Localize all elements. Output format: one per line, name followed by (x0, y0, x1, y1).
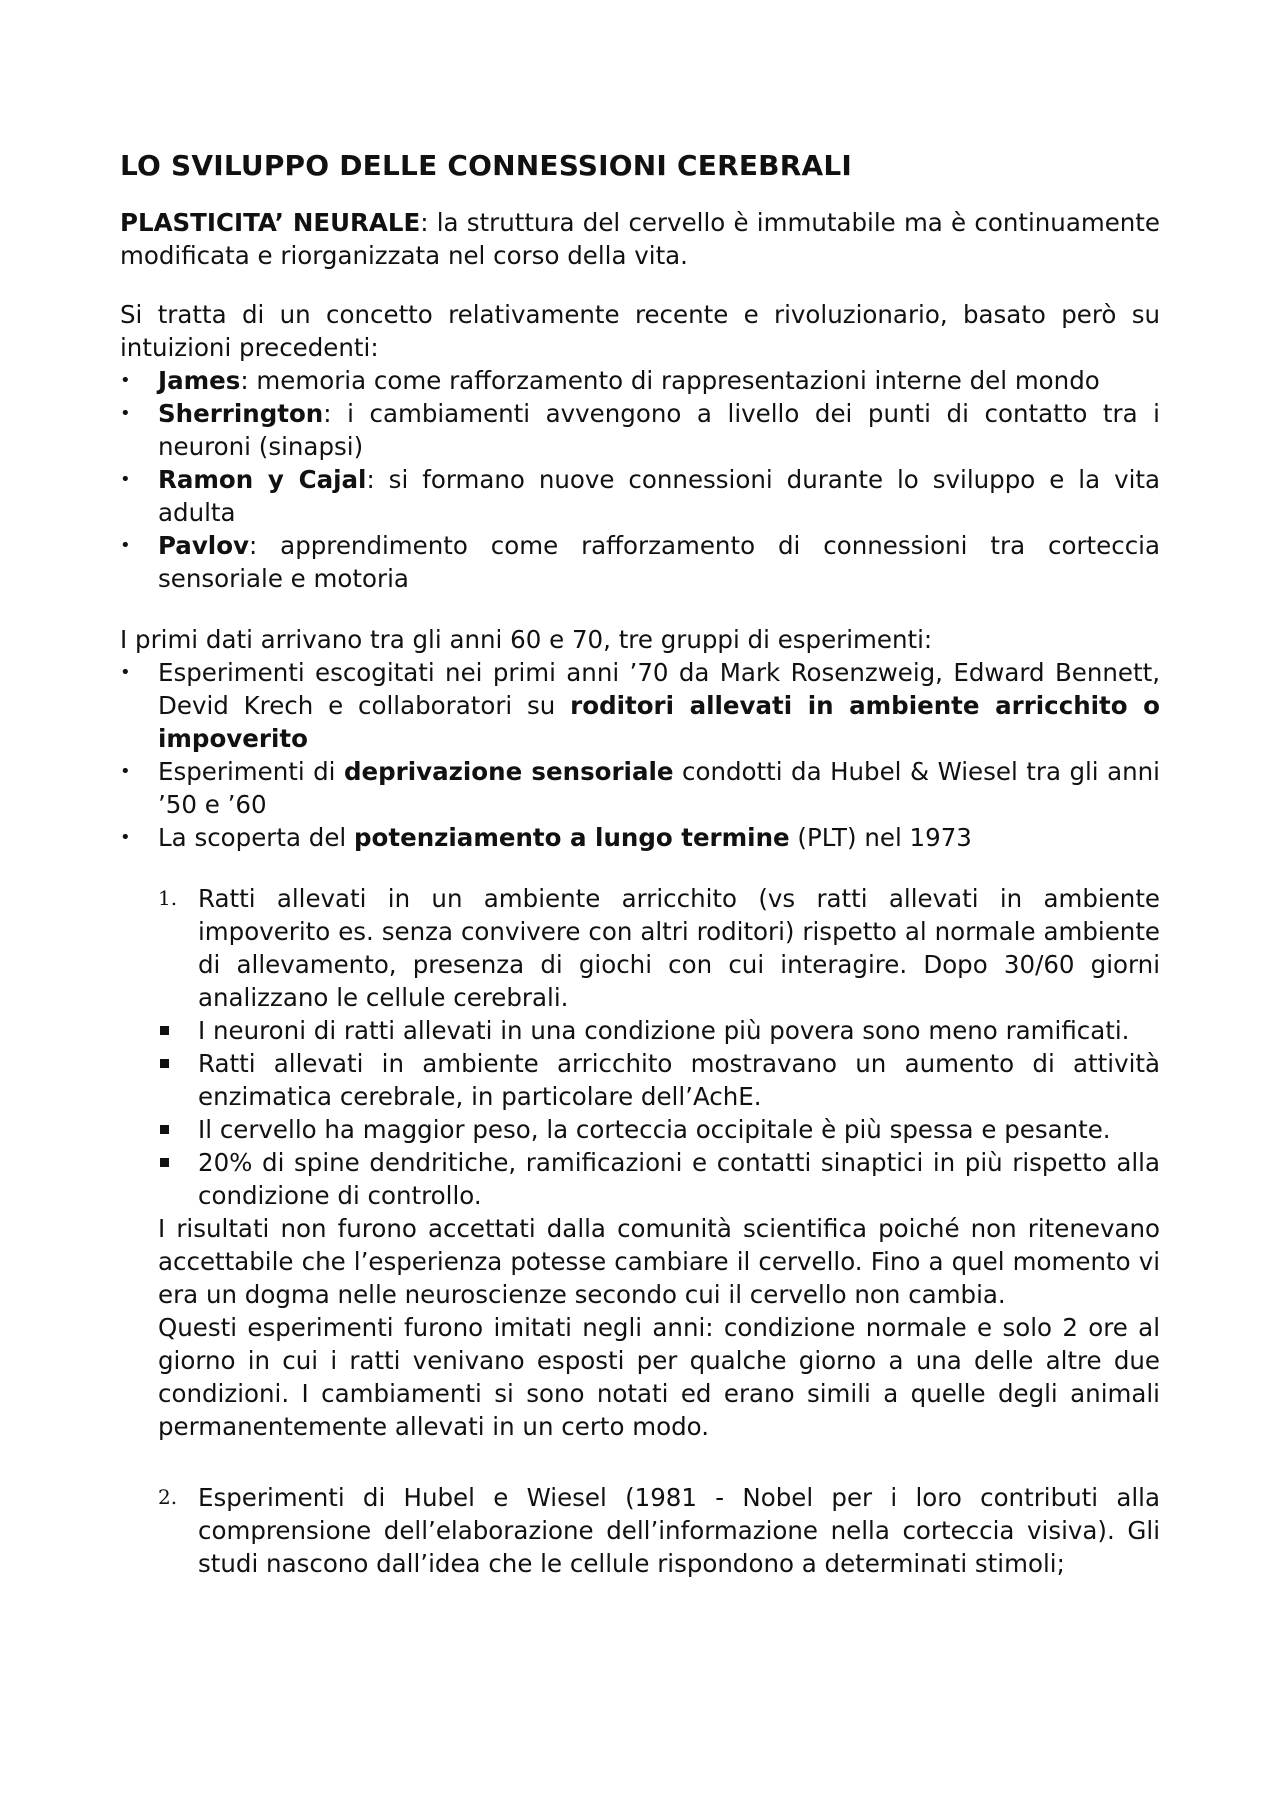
bullet-icon: • (120, 761, 131, 782)
bullet-icon: • (120, 370, 131, 391)
finding-text: 20% di spine dendritiche, ramificazioni e contatti sinaptici in più rispetto alla condizione di controllo. (198, 1148, 1160, 1210)
square-bullet-icon (160, 1158, 169, 1167)
document-page (120, 148, 1160, 1580)
experiment-highlight: roditori allevati in ambiente arricchito o impoverito (158, 691, 1160, 753)
square-bullet-icon (160, 1125, 169, 1134)
list-item (120, 1047, 1160, 1113)
list-item (120, 1146, 1160, 1212)
list-item (120, 463, 1160, 529)
item-text: Ratti allevati in un ambiente arricchito (vs ratti allevati in ambiente impoverito es. senza convivere con altri roditori) rispetto al normale ambiente di allevamento, presenza di giochi con cui interagire. Dopo 30/60 giorni analizzano le cellule cerebrali. (198, 884, 1160, 1012)
square-bullet-icon (160, 1059, 169, 1068)
first-data-paragraph: I primi dati arrivano tra gli anni 60 e 70, tre gruppi di esperimenti: (120, 625, 933, 654)
experiment-text: (PLT) nel 1973 (789, 823, 972, 852)
plasticity-text: : la struttura del cervello è immutabile ma è continuamente modificata e riorganizzata nel corso della vita. (120, 208, 1160, 270)
experiment-text: condotti da Hubel & Wiesel tra gli anni ’50 e ’60 (158, 757, 1160, 819)
list-item (120, 397, 1160, 463)
intuition-text: : si formano nuove connessioni durante lo sviluppo e la vita adulta (158, 465, 1160, 527)
finding-text: I neuroni di ratti allevati in una condizione più povera sono meno ramificati. (198, 1016, 1130, 1045)
intuition-name: Ramon y Cajal (158, 465, 367, 494)
item-number: 1. (158, 886, 178, 910)
bullet-icon: • (120, 535, 131, 556)
experiments-list (120, 656, 1160, 854)
list-item (120, 529, 1160, 595)
numbered-item-1 (120, 882, 1160, 1014)
intuition-name: Pavlov (158, 531, 250, 560)
plasticity-definition (120, 206, 1160, 272)
experiment-highlight: deprivazione sensoriale (343, 757, 674, 786)
intro-paragraph: Si tratta di un concetto relativamente recente e rivoluzionario, basato però su intuizioni precedenti: (120, 300, 1160, 362)
list-item (120, 1014, 1160, 1047)
experiment-text: Esperimenti di (158, 757, 344, 786)
bullet-icon: • (120, 827, 131, 848)
list-item (120, 1113, 1160, 1146)
findings-list (120, 1014, 1160, 1212)
plasticity-term: PLASTICITA’ NEURALE (120, 208, 421, 237)
bullet-icon: • (120, 469, 131, 490)
list-item (120, 364, 1160, 397)
bullet-icon: • (120, 662, 131, 683)
numbered-item-2 (120, 1481, 1160, 1580)
replication-paragraph: Questi esperimenti furono imitati negli anni: condizione normale e solo 2 ore al giorno in cui i ratti venivano esposti per qualche giorno a una delle altre due condizioni. I cambiamenti si sono notati ed erano simili a quelle degli animali permanentemente allevati in un certo modo. (158, 1313, 1160, 1441)
intuition-text: : i cambiamenti avvengono a livello dei punti di contatto tra i neuroni (sinapsi) (158, 399, 1160, 461)
experiment-text: La scoperta del (158, 823, 354, 852)
item-number: 2. (158, 1485, 178, 1509)
finding-text: Ratti allevati in ambiente arricchito mostravano un aumento di attività enzimatica cerebrale, in particolare dell’AchE. (198, 1049, 1160, 1111)
list-item (120, 755, 1160, 821)
experiment-text: Esperimenti escogitati nei primi anni ’70 da Mark Rosenzweig, Edward Bennett, Devid Krech e collaboratori su (158, 658, 1160, 720)
page-title: LO SVILUPPO DELLE CONNESSIONI CEREBRALI (120, 149, 852, 182)
intuitions-list (120, 364, 1160, 595)
intuition-name: James (158, 366, 241, 395)
finding-text: Il cervello ha maggior peso, la corteccia occipitale è più spessa e pesante. (198, 1115, 1111, 1144)
intuition-text: : apprendimento come rafforzamento di connessioni tra corteccia sensoriale e motoria (158, 531, 1160, 593)
results-paragraph: I risultati non furono accettati dalla comunità scientifica poiché non ritenevano accettabile che l’esperienza potesse cambiare il cervello. Fino a quel momento vi era un dogma nelle neuroscienze secondo cui il cervello non cambia. (158, 1214, 1160, 1309)
list-item (120, 821, 1160, 854)
item-text: Esperimenti di Hubel e Wiesel (1981 - Nobel per i loro contributi alla comprensione dell’elaborazione dell’informazione nella corteccia visiva). Gli studi nascono dall’idea che le cellule rispondono a determinati stimoli; (198, 1483, 1160, 1578)
intuition-text: : memoria come rafforzamento di rappresentazioni interne del mondo (240, 366, 1100, 395)
square-bullet-icon (160, 1026, 169, 1035)
intuition-name: Sherrington (158, 399, 324, 428)
list-item (120, 656, 1160, 755)
experiment-highlight: potenziamento a lungo termine (354, 823, 790, 852)
bullet-icon: • (120, 403, 131, 424)
